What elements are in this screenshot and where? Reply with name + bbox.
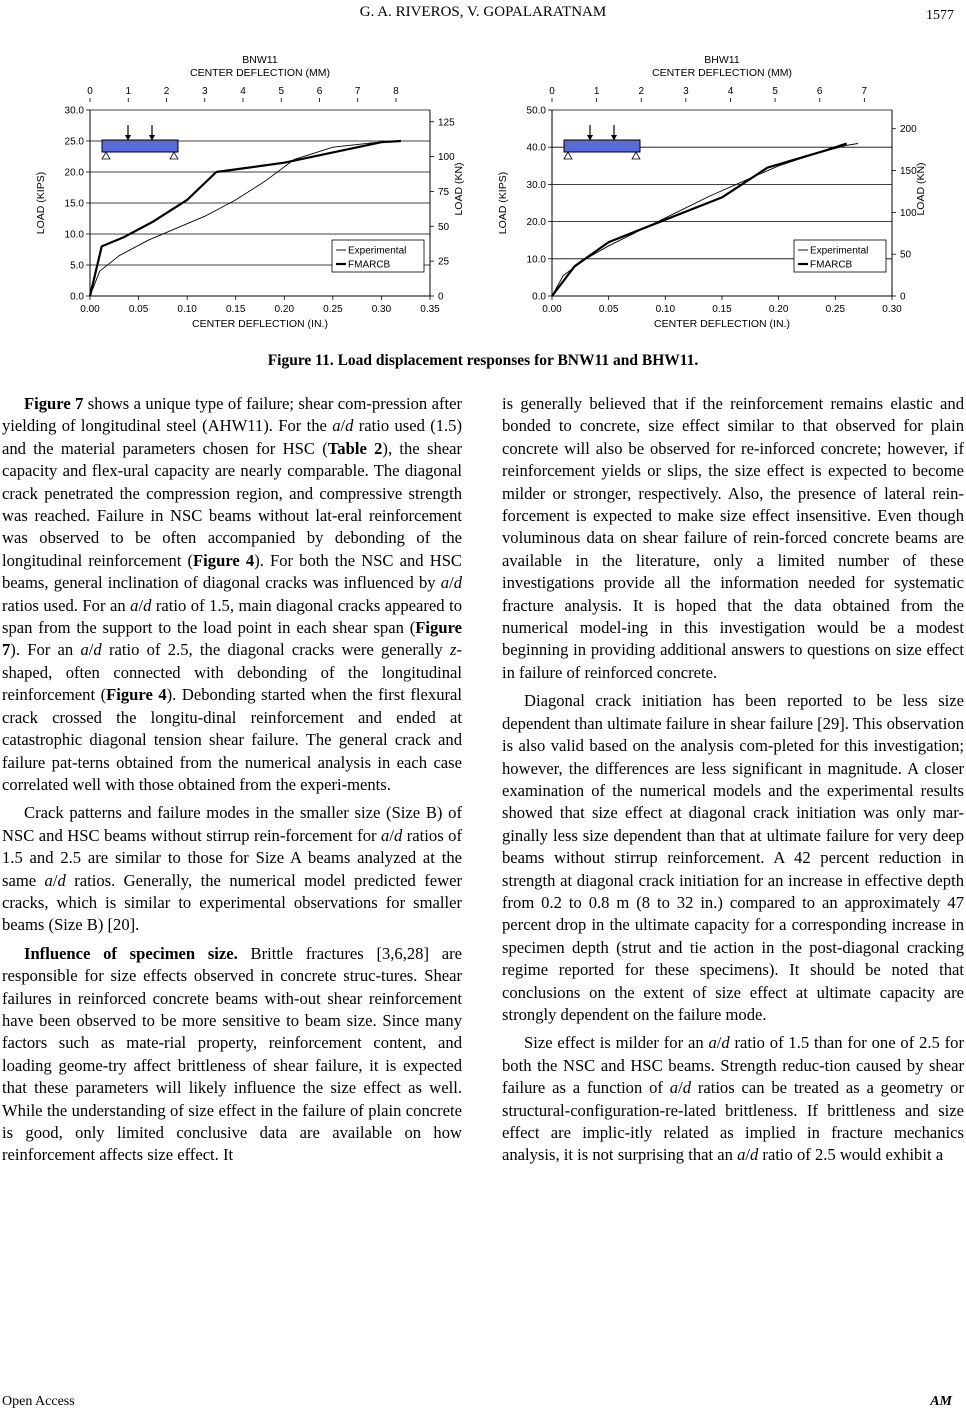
top-tick-label: 7 — [354, 86, 361, 97]
top-tick-label: 8 — [393, 86, 399, 97]
page-footer — [0, 1392, 966, 1414]
paragraph: Figure 7 shows a unique type of failure; shear com-pression after yielding of longitudinal steel (AHW11). For the a/d ratio used (1.5) and the material parameters chosen for HSC (Table 2), the shear capacity and flex-ural capacity are nearly comparable. The diagonal crack penetrated the compression region, and compressive strength was reached. Failure in NSC beams without lat-eral reinforcement was observed to be often accompanied by debonding of the longitudinal reinforcement (Figure 4). For both the NSC and HSC beams, general inclination of diagonal cracks was influenced by a/d ratios used. For an a/d ratio of 1.5, main diagonal cracks appeared to span from the support to the load point in each shear span (Figure 7). For an a/d ratio of 2.5, the diagonal cracks were generally z-shaped, often connected with debonding of the longitudinal reinforcement (Figure 4). Debonding started when the first flexural crack crossed the longitu-dinal reinforcement and ended at catastrophic diagonal tension shear failure. The general crack and failure pat-terns obtained from the numerical analysis in each case correlated well with those obtained from the experi-ments. — [2, 394, 463, 794]
top-tick-label: 7 — [861, 86, 868, 97]
y-axis-label: LOAD (KIPS) — [497, 171, 509, 235]
figure-caption: Figure 11. Load displacement responses for BNW11 and BHW11. — [267, 352, 699, 369]
x-tick-label: 0.10 — [655, 304, 676, 315]
paragraph: Crack patterns and failure modes in the smaller size (Size B) of NSC and HSC beams without stirrup rein-forcement for a/d ratios of 1.5 and 2.5 are similar to those for Size A beams analyzed at the same a/d ratios. Generally, the numerical model predicted fewer cracks, which is similar to experimental observations for smaller beams (Size B) [20]. — [2, 803, 462, 935]
x-tick-label: 0.30 — [882, 304, 902, 315]
top-tick-label: 2 — [163, 86, 170, 97]
chart-bnw11 — [30, 48, 465, 348]
y2-tick-label: 0 — [900, 291, 906, 303]
x-tick-label: 0.25 — [825, 304, 846, 315]
y2-tick-label: 0 — [438, 291, 444, 303]
x-tick-label: 0.05 — [128, 304, 149, 315]
chart-subtitle: CENTER DEFLECTION (MM) — [190, 67, 330, 79]
y2-axis-label: LOAD (KN) — [915, 162, 927, 216]
top-tick-label: 3 — [201, 86, 208, 97]
y-tick-label: 10.0 — [526, 254, 546, 266]
top-tick-label: 1 — [593, 86, 600, 97]
x-tick-label: 0.15 — [225, 304, 246, 315]
top-tick-label: 3 — [683, 86, 689, 97]
chart-title: BHW11 — [704, 54, 740, 66]
y-tick-label: 20.0 — [64, 167, 84, 179]
legend-label: Experimental — [348, 245, 407, 257]
x-tick-label: 0.30 — [371, 304, 392, 315]
y2-tick-label: 50 — [900, 249, 912, 261]
support-triangle — [564, 152, 572, 159]
footer-open-access: Open Access — [2, 1394, 75, 1409]
x-tick-label: 0.05 — [598, 304, 619, 315]
y2-tick-label: 50 — [438, 221, 450, 233]
beam-schematic — [564, 140, 640, 152]
top-tick-label: 0 — [549, 86, 555, 97]
x-axis-label: CENTER DEFLECTION (IN.) — [654, 318, 790, 330]
y-tick-label: 50.0 — [526, 105, 546, 117]
chart-bhw11 — [492, 48, 927, 348]
x-tick-label: 0.35 — [420, 304, 440, 315]
legend-label: FMARCB — [810, 259, 853, 271]
y2-tick-label: 25 — [438, 256, 450, 268]
top-tick-label: 4 — [240, 86, 246, 97]
top-tick-label: 2 — [638, 86, 645, 97]
x-tick-label: 0.20 — [768, 304, 789, 315]
footer-journal: AM — [930, 1394, 952, 1409]
x-tick-label: 0.10 — [177, 304, 197, 315]
y-axis-label: LOAD (KIPS) — [35, 171, 47, 235]
paragraph: Size effect is milder for an a/d ratio of 1.5 than for one of 2.5 for both the NSC and HSC beams. Strength reduc-tion caused by shear failure as a function of a/d ratios can be treated as a geometry or structural-configuration-re-lated brittleness. If brittleness and size effect are implic-itly related as implied in fracture mechanics analysis, it is not surprising that an a/d ratio of 2.5 would exhibit a — [502, 1033, 965, 1165]
support-triangle — [632, 152, 640, 159]
running-head-authors: G. A. RIVEROS, V. GOPALARATNAM — [359, 4, 607, 20]
series-line-experimental — [552, 144, 858, 297]
y2-tick-label: 100 — [900, 207, 917, 219]
beam-schematic — [102, 140, 178, 152]
paragraph: Influence of specimen size. Brittle fractures [3,6,28] are responsible for size effects observed in concrete struc-tures. Shear failures in reinforced concrete beams with-out shear reinforcement have been observed to be more sensitive to beam size. Since many factors such as mate-rial property, reinforcement content, and loading geome-try affect brittleness of shear failure, it is expected that these parameters will likely influence the size effect as well. While the understanding of size effect in the failure of plain concrete is good, only limited conclusive data are available on how reinforcement affects size effect. It — [2, 943, 462, 1165]
x-tick-label: 0.15 — [712, 304, 732, 315]
top-tick-label: 5 — [772, 86, 778, 97]
y-tick-label: 5.0 — [70, 260, 84, 272]
y2-tick-label: 150 — [900, 166, 917, 178]
chart-subtitle: CENTER DEFLECTION (MM) — [652, 67, 792, 79]
y2-axis-label: LOAD (KN) — [453, 162, 465, 216]
top-tick-label: 4 — [727, 86, 734, 97]
legend-label: Experimental — [810, 245, 869, 257]
y-tick-label: 0.0 — [70, 291, 84, 303]
running-head — [0, 2, 966, 26]
y-tick-label: 30.0 — [526, 179, 546, 191]
x-tick-label: 0.20 — [274, 304, 295, 315]
text-column-right — [502, 393, 964, 1173]
y-tick-label: 0.0 — [532, 291, 546, 303]
legend-label: FMARCB — [348, 259, 391, 271]
y-tick-label: 40.0 — [526, 142, 546, 154]
top-tick-label: 6 — [816, 86, 823, 97]
top-tick-label: 1 — [125, 86, 132, 97]
top-tick-label: 6 — [316, 86, 323, 97]
x-axis-label: CENTER DEFLECTION (IN.) — [192, 318, 328, 330]
y-tick-label: 10.0 — [64, 229, 84, 241]
text-column-left — [2, 393, 462, 1173]
y-tick-label: 15.0 — [64, 198, 84, 210]
series-line-fmarcb — [552, 144, 847, 297]
y-tick-label: 25.0 — [64, 136, 84, 148]
series-line-fmarcb — [90, 141, 401, 296]
support-triangle — [170, 152, 178, 159]
y2-tick-label: 200 — [900, 124, 917, 136]
x-tick-label: 0.00 — [542, 304, 562, 315]
chart-title: BNW11 — [242, 54, 278, 66]
support-triangle — [102, 152, 110, 159]
y2-tick-label: 100 — [438, 152, 455, 164]
y-tick-label: 30.0 — [64, 105, 84, 117]
paragraph: is generally believed that if the reinforcement remains elastic and bonded to concrete, size effect similar to that observed for plain concrete will also be observed for re-inforced concrete; however, if reinforcement yields or slips, the size effect is expected to become milder or stronger, respectively. Also, the presence of lateral rein-forcement is expected to make size effect insensitive. Even though voluminous data on shear failure of rein-forced concrete beams are available in the literature, only a limited number of these investigations provide all the information needed for systematic fracture analysis. It is hoped that the data obtained from the numerical model-ing in this investigation would be a modest beginning in providing additional answers to questions on size effect in failure of reinforced concrete. — [502, 394, 964, 682]
chart-bhw11-svg — [492, 48, 927, 343]
x-tick-label: 0.00 — [80, 304, 100, 315]
y2-tick-label: 125 — [438, 117, 455, 129]
paragraph: Diagonal crack initiation has been reported to be less size dependent than ultimate failure in shear failure [29]. This observation is also valid based on the analysis com-pleted for this investigation; however, the differences are less significant in magnitude. A closer examination of the numerical models and the experimental results showed that size effect at diagonal crack initiation was only mar-ginally less size dependent than that at ultimate failure for very deep beams without stirrup reinforcement. A 42 percent reduction in strength at diagonal crack initiation for an increase in effective depth from 0.2 to 0.8 m (8 to 32 in.) compared to an approximately 47 percent drop in the ultimate capacity for a corresponding increase in specimen depth (strut and tie action in the post-diagonal cracking regime reported for these specimens). It should be noted that conclusions on the extent of size effect at ultimate capacity are strongly dependent on the failure mode. — [502, 691, 964, 1024]
y2-tick-label: 75 — [438, 186, 450, 198]
x-tick-label: 0.25 — [323, 304, 343, 315]
page-number: 1577 — [926, 8, 954, 23]
top-tick-label: 0 — [87, 86, 93, 97]
top-tick-label: 5 — [278, 86, 285, 97]
series-line-experimental — [90, 141, 391, 296]
y-tick-label: 20.0 — [526, 217, 546, 229]
chart-bnw11-svg — [30, 48, 465, 343]
